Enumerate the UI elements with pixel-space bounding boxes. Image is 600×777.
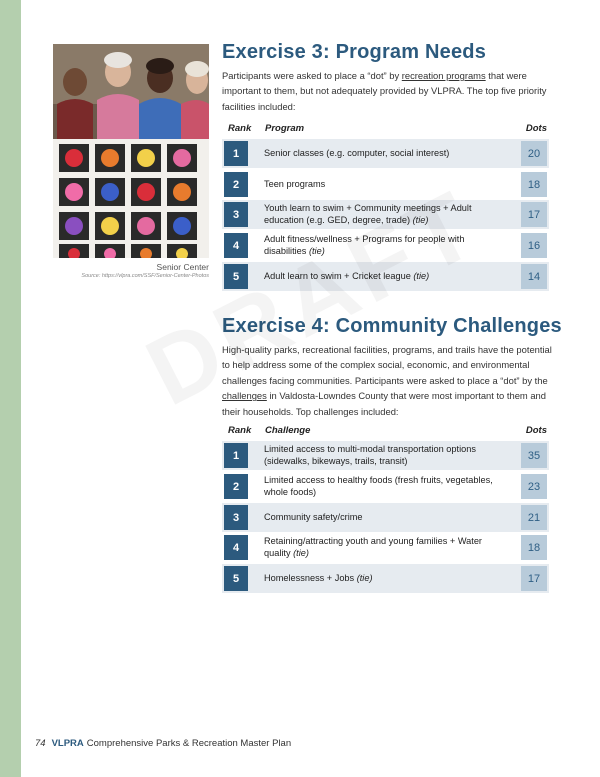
recreation-programs-link: recreation programs bbox=[401, 70, 486, 81]
rank-badge: 5 bbox=[224, 264, 248, 289]
table-row bbox=[222, 533, 549, 562]
dots-header: Dots bbox=[525, 123, 547, 134]
dots-count: 18 bbox=[521, 172, 547, 197]
dots-count: 17 bbox=[521, 566, 547, 591]
row-label: Adult fitness/wellness + Programs for people with disabilities (tie) bbox=[264, 234, 465, 256]
footer-org: VLPRA bbox=[51, 738, 84, 749]
row-label: Youth learn to swim + Community meetings + Adult education (e.g. GED, degree, trade) (tie) bbox=[264, 203, 472, 225]
dots-count: 17 bbox=[521, 202, 547, 227]
rank-badge: 1 bbox=[224, 141, 248, 166]
photo-caption: Senior Center bbox=[156, 262, 209, 272]
table-row bbox=[222, 564, 549, 593]
exercise3-title: Exercise 3: Program Needs bbox=[222, 41, 487, 63]
footer-title: Comprehensive Parks & Recreation Master Plan bbox=[86, 738, 292, 749]
dots-count: 16 bbox=[521, 233, 547, 258]
exercise4-intro: High-quality parks, recreational facilities, programs, and trails have the potential to help address some of the complex social, economic, and environmental challenges facing communities. Participants were asked to place a “dot” by the challenges in Valdosta-Lowndes County that were most important to them and their households. Top challenges included: bbox=[222, 344, 552, 417]
table-row bbox=[222, 139, 549, 168]
dots-count: 23 bbox=[521, 474, 547, 499]
table-row bbox=[222, 262, 549, 291]
rank-badge: 3 bbox=[224, 202, 248, 227]
rank-badge: 2 bbox=[224, 172, 248, 197]
dots-count: 14 bbox=[521, 264, 547, 289]
dots-count: 21 bbox=[521, 505, 547, 530]
exercise3-table-header bbox=[222, 120, 549, 138]
row-label: Senior classes (e.g. computer, social interest) bbox=[264, 147, 450, 158]
exercise4-table-header bbox=[222, 422, 549, 440]
challenges-link: challenges bbox=[222, 390, 267, 402]
table-row bbox=[222, 472, 549, 501]
row-label: Homelessness + Jobs (tie) bbox=[264, 572, 373, 583]
row-label: Limited access to healthy foods (fresh fruits, vegetables, whole foods) bbox=[264, 475, 493, 497]
rank-header: Rank bbox=[228, 425, 252, 436]
dots-count: 18 bbox=[521, 535, 547, 560]
table-row bbox=[222, 170, 549, 199]
program-header: Program bbox=[265, 123, 305, 134]
row-label: Adult learn to swim + Cricket league (tie) bbox=[264, 270, 430, 281]
dots-count: 35 bbox=[521, 443, 547, 468]
exercise3-intro: Participants were asked to place a “dot” by recreation programs that were important to them, but not adequately provided by VLPRA. The top five priority facilities included: bbox=[222, 70, 547, 112]
row-label: Community safety/crime bbox=[264, 511, 363, 522]
page-footer bbox=[35, 738, 291, 749]
rank-header: Rank bbox=[228, 123, 252, 134]
rank-badge: 3 bbox=[224, 505, 248, 530]
table-row bbox=[222, 200, 549, 229]
page-number: 74 bbox=[35, 738, 46, 749]
rank-badge: 2 bbox=[224, 474, 248, 499]
exercise4-title: Exercise 4: Community Challenges bbox=[222, 315, 562, 337]
senior-center-photo bbox=[53, 44, 209, 258]
table-row bbox=[222, 441, 549, 470]
rank-badge: 5 bbox=[224, 566, 248, 591]
table-row bbox=[222, 231, 549, 260]
row-label: Retaining/attracting youth and young families + Water quality (tie) bbox=[264, 536, 482, 558]
challenge-header: Challenge bbox=[265, 425, 311, 436]
rank-badge: 4 bbox=[224, 233, 248, 258]
table-row bbox=[222, 503, 549, 532]
row-label: Limited access to multi-modal transportation options (sidewalks, bikeways, trails, transit) bbox=[264, 444, 476, 466]
dots-header: Dots bbox=[525, 425, 547, 436]
dots-count: 20 bbox=[521, 141, 547, 166]
row-label: Teen programs bbox=[264, 178, 326, 189]
photo-source: Source: https://vlpra.com/SSF/Senior-Center-Photos bbox=[81, 273, 209, 279]
side-color-bar bbox=[0, 0, 21, 777]
rank-badge: 1 bbox=[224, 443, 248, 468]
rank-badge: 4 bbox=[224, 535, 248, 560]
